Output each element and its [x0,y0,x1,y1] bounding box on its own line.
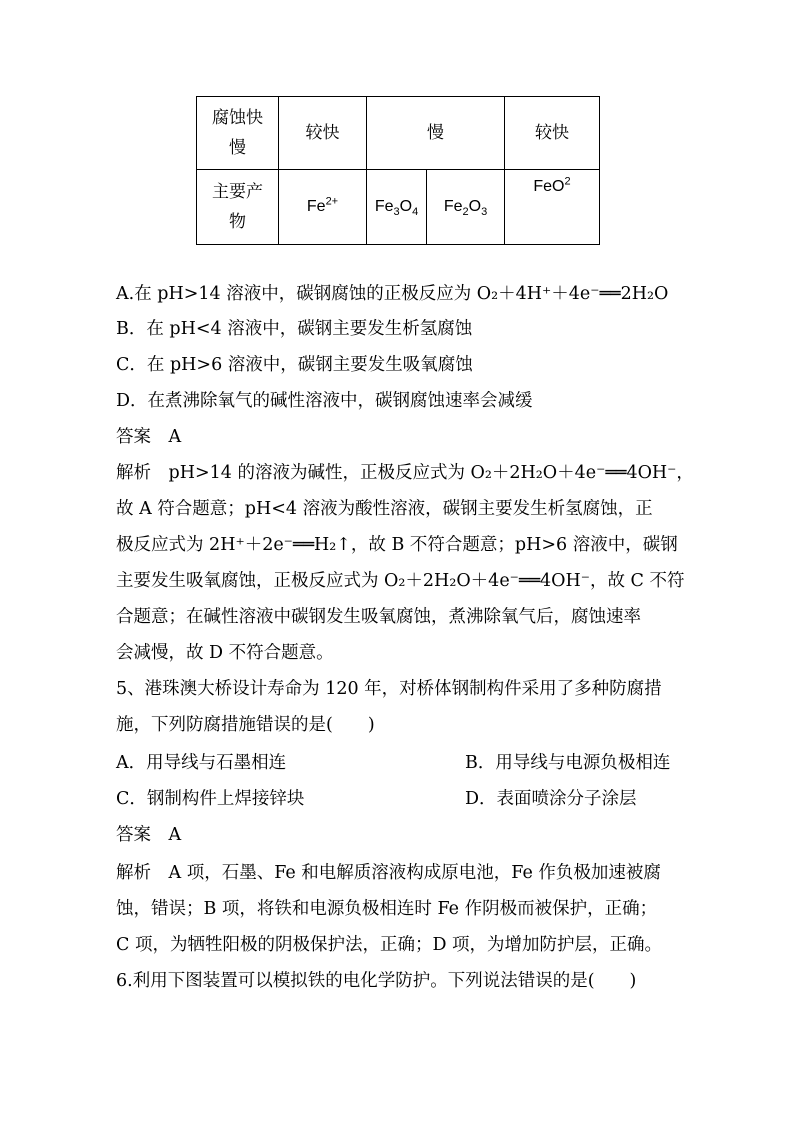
answer-q5: 答案 A [116,825,182,845]
cell-product-2: $Fe_3O_4$ [367,170,427,245]
table-row-product [197,170,600,245]
explanation-line: C 项，为牺牲阳极的阴极保护法，正确；D 项，为增加防护层，正确。 [116,935,663,955]
cell-product-1: $Fe^{2+}$ [279,170,367,245]
question-5-cont: 施，下列防腐措施错误的是( ) [116,715,375,735]
question-6: 6.利用下图装置可以模拟铁的电化学防护。下列说法错误的是( ) [116,971,637,991]
q5-option-b: B．用导线与电源负极相连 [465,753,671,773]
option-a: A.在 pH>14 溶液中，碳钢腐蚀的正极反应为 O₂＋4H⁺＋4e⁻══2H₂O [116,284,669,304]
option-d: D．在煮沸除氧气的碱性溶液中，碳钢腐蚀速率会减缓 [116,391,533,411]
corrosion-table [196,96,600,245]
explanation-line: 主要发生吸氧腐蚀，正极反应式为 O₂＋2H₂O＋4e⁻══4OH⁻，故 C 不符 [116,571,685,591]
row-label-product: 主要产 物 [197,170,279,245]
explanation-line: 蚀，错误；B 项，将铁和电源负极相连时 Fe 作阴极而被保护，正确； [116,899,658,919]
question-5: 5、港珠澳大桥设计寿命为 120 年，对桥体钢制构件采用了多种防腐措 [116,679,662,699]
q5-option-c: C．钢制构件上焊接锌块 [116,789,305,809]
explanation-line: 解析 pH>14 的溶液为碱性，正极反应式为 O₂＋2H₂O＋4e⁻══4OH⁻， [116,463,694,483]
cell-product-3: $Fe_2O_3$ [427,170,505,245]
cell-speed-3: 较快 [505,97,600,170]
q5-options-row2 [116,784,696,814]
explanation-line: 会减慢，故 D 不符合题意。 [116,643,334,663]
cell-speed-2: 慢 [367,97,505,170]
table-row-speed [197,97,600,170]
q5-options-row1 [116,748,696,778]
option-b: B．在 pH<4 溶液中，碳钢主要发生析氢腐蚀 [116,319,473,339]
q5-option-d: D．表面喷涂分子涂层 [465,789,637,809]
explanation-line: 极反应式为 2H⁺＋2e⁻══H₂↑，故 B 不符合题意；pH>6 溶液中，碳钢 [116,535,678,555]
cell-product-4: FeO$^2$ [505,170,600,245]
explanation-line: 解析 A 项，石墨、Fe 和电解质溶液构成原电池，Fe 作负极加速被腐 [116,863,661,883]
answer-q4: 答案 A [116,427,182,447]
explanation-line: 故 A 符合题意；pH<4 溶液为酸性溶液，碳钢主要发生析氢腐蚀，正 [116,499,653,519]
cell-speed-1: 较快 [279,97,367,170]
q5-option-a: A．用导线与石墨相连 [116,753,287,773]
explanation-line: 合题意；在碱性溶液中碳钢发生吸氧腐蚀，煮沸除氧气后，腐蚀速率 [116,607,641,627]
option-c: C．在 pH>6 溶液中，碳钢主要发生吸氧腐蚀 [116,355,473,375]
row-label-speed: 腐蚀快 慢 [197,97,279,170]
